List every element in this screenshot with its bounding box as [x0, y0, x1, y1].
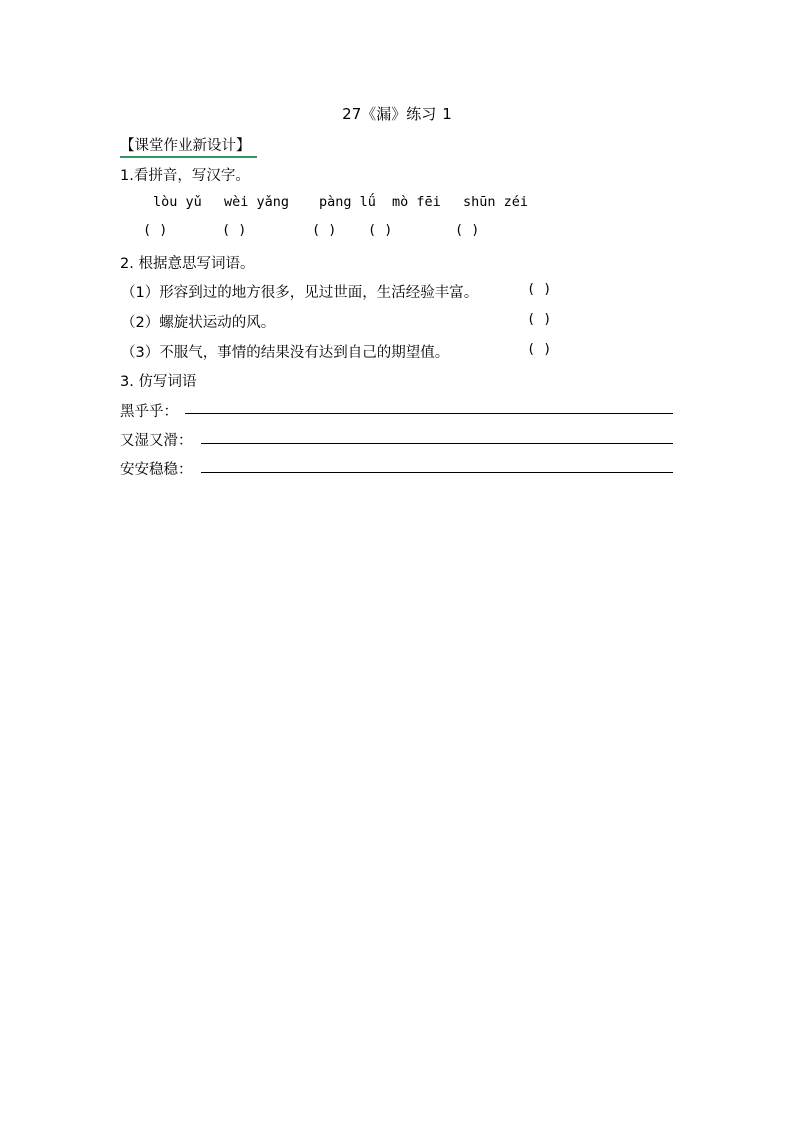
answer-blank-4[interactable]: ( ): [368, 222, 393, 238]
answer-blank-3[interactable]: ( ): [312, 222, 337, 238]
q3-item-3-answer-line[interactable]: [201, 472, 673, 473]
q3-item-2-label: 又湿又滑：: [120, 433, 193, 449]
answer-blank-2[interactable]: ( ): [222, 222, 247, 238]
pinyin-3: pàng lǘ: [319, 194, 376, 210]
q3-item-2-answer-line[interactable]: [201, 443, 673, 444]
title-number: 1: [442, 105, 452, 123]
pinyin-4: mò fēi: [392, 194, 441, 210]
section-header: 【课堂作业新设计】: [120, 134, 257, 158]
q2-item-3: （3）不服气，事情的结果没有达到自己的期望值。: [121, 345, 450, 361]
q2-item-2: （2）螺旋状运动的风。: [121, 315, 276, 331]
page-title: [0, 103, 794, 124]
pinyin-5: shūn zéi: [463, 194, 529, 210]
q3-item-1-label: 黑乎乎：: [120, 404, 178, 420]
title-text: 27《漏》练习: [342, 105, 437, 123]
answer-blank-1[interactable]: ( ): [143, 222, 168, 238]
q2-item-2-blank[interactable]: ( ): [527, 311, 552, 327]
pinyin-2: wèi yǎng: [224, 194, 290, 210]
pinyin-1: lòu yǔ: [153, 194, 202, 210]
q3-item-3-label: 安安稳稳：: [120, 462, 193, 478]
q3-item-1-answer-line[interactable]: [185, 413, 673, 414]
question-3-heading: 3. 仿写词语: [120, 374, 197, 390]
question-2-heading: 2. 根据意思写词语。: [120, 256, 255, 272]
answer-blank-5[interactable]: ( ): [455, 222, 480, 238]
q2-item-3-blank[interactable]: ( ): [527, 341, 552, 357]
question-1-heading: 1.看拼音，写汉字。: [120, 168, 250, 184]
q2-item-1: （1）形容到过的地方很多，见过世面，生活经验丰富。: [121, 285, 479, 301]
q2-item-1-blank[interactable]: ( ): [527, 281, 552, 297]
